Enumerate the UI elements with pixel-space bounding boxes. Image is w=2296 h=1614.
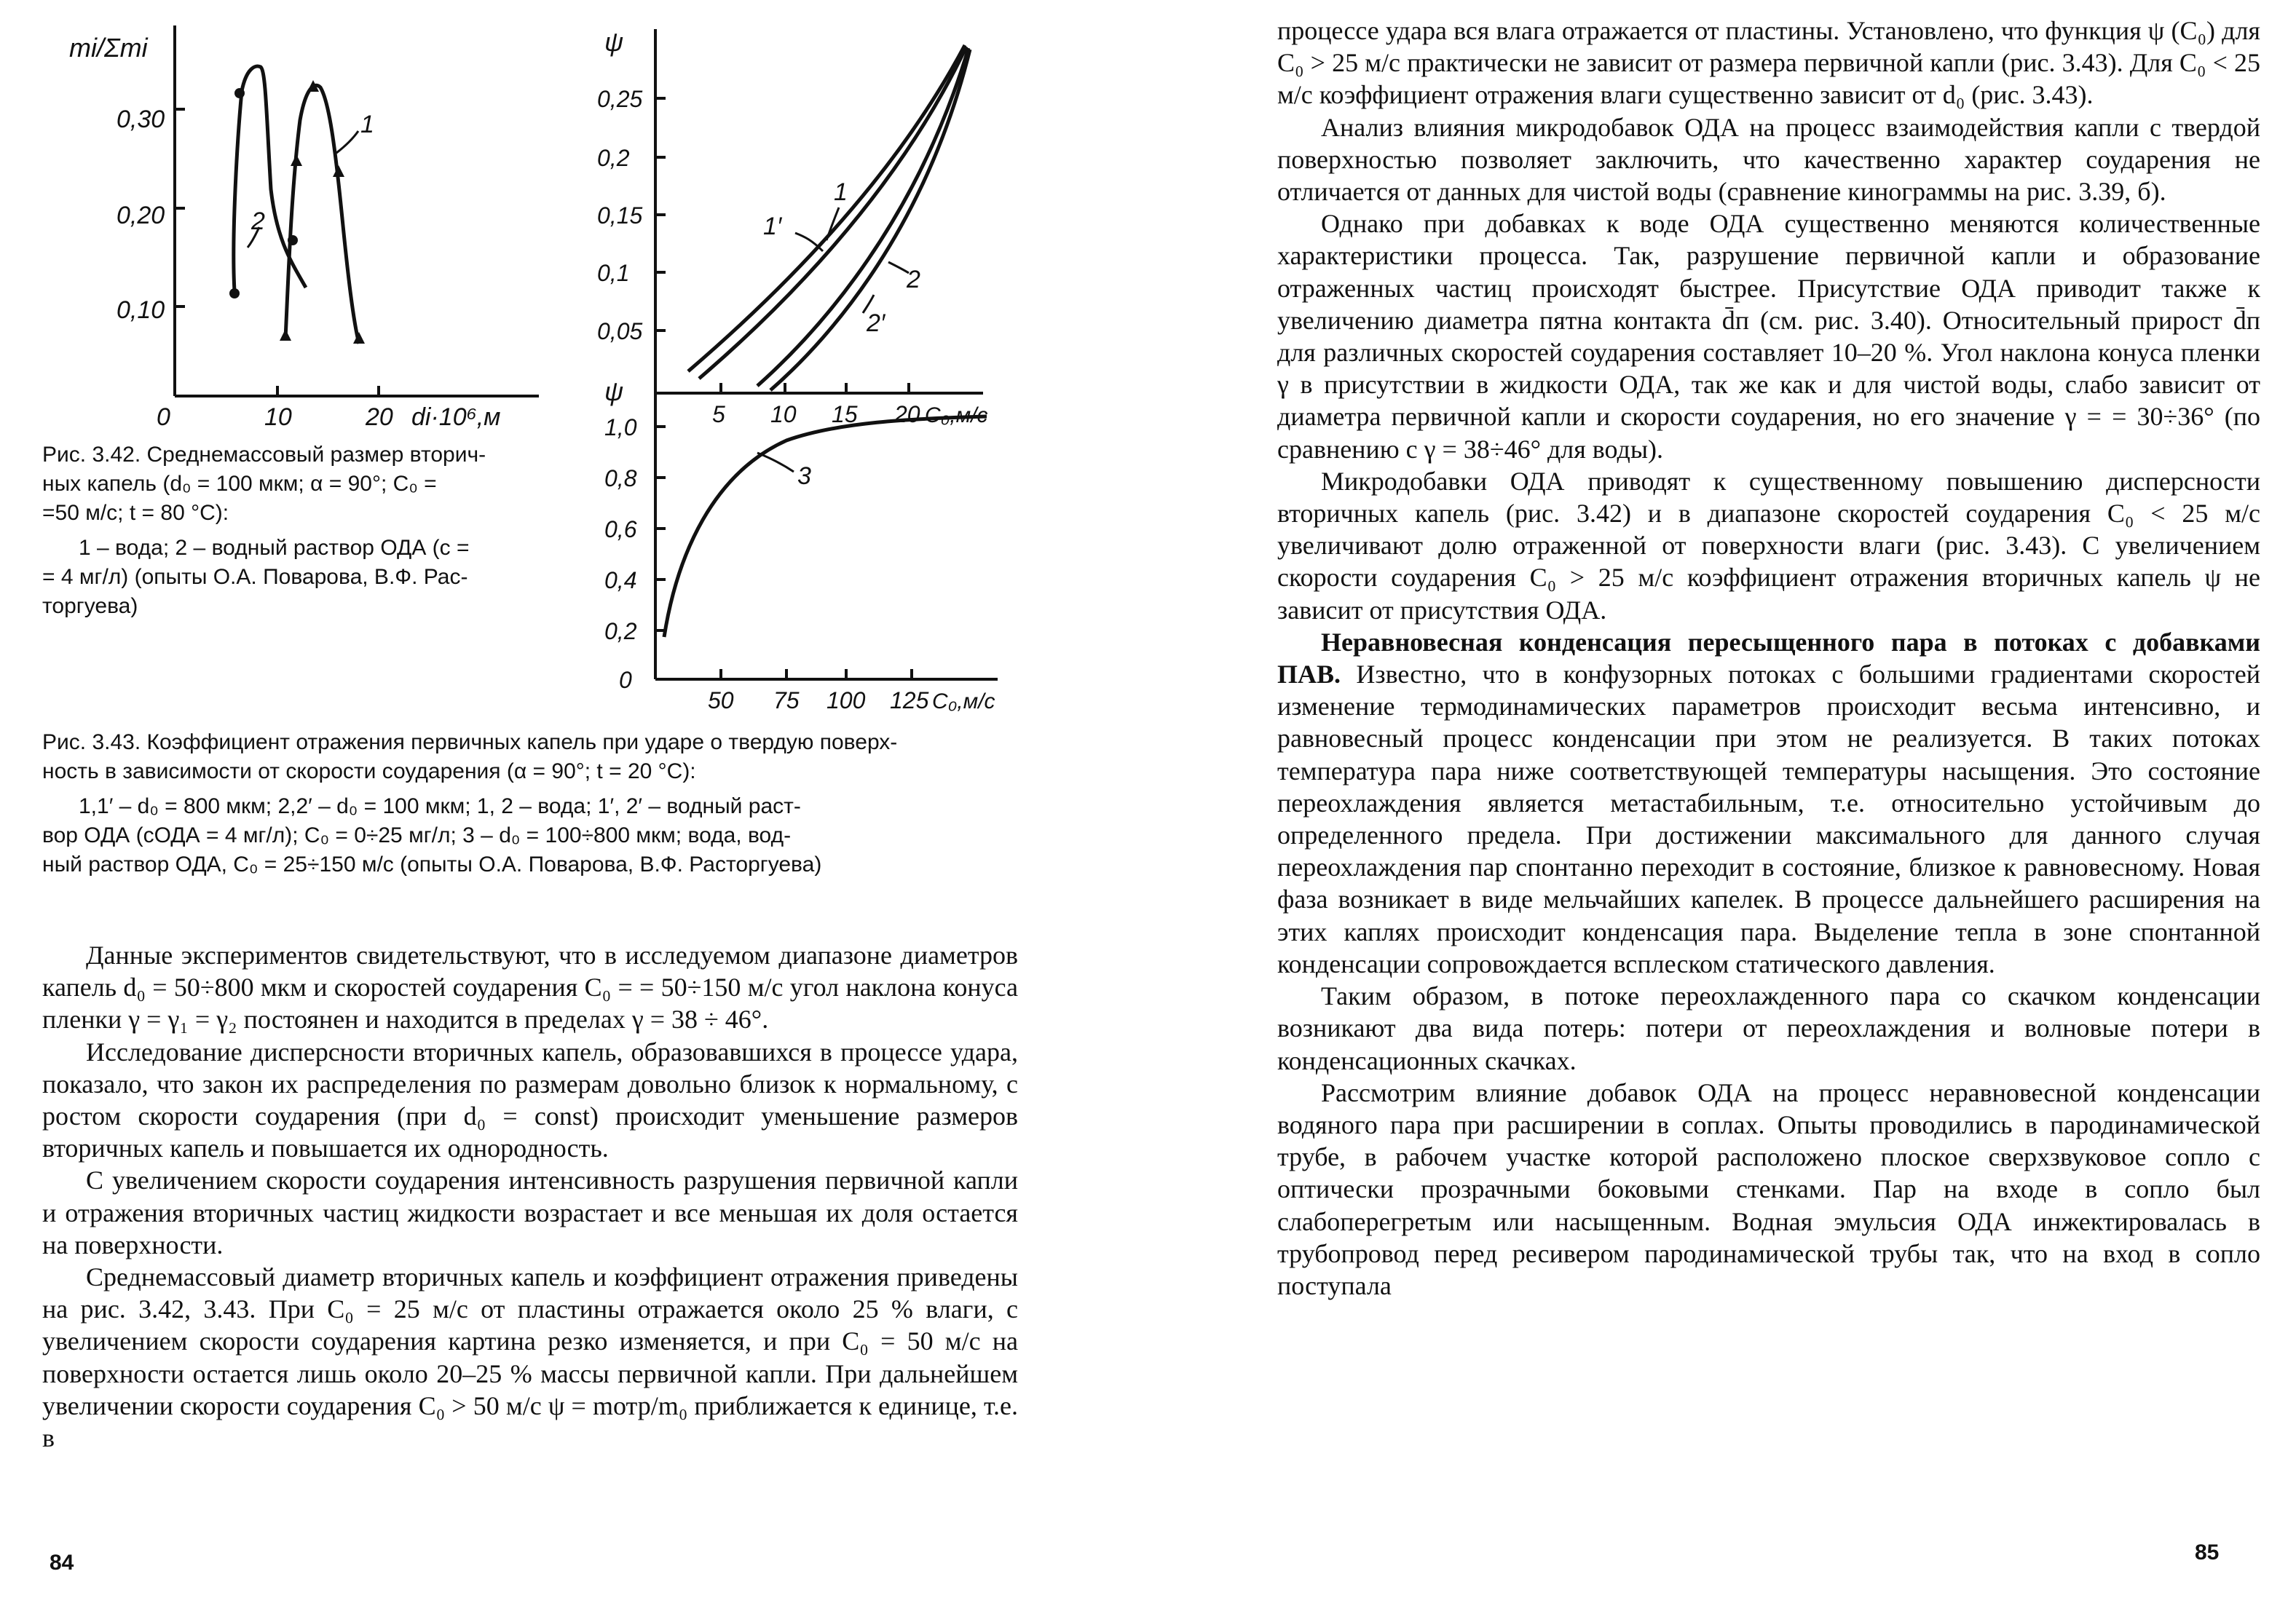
- fig-3-43-curve-label: 2′: [867, 309, 885, 337]
- fig-3-42-curve-label: 2: [251, 207, 265, 235]
- fig-3-42-curve-label: 1: [360, 111, 374, 138]
- fig-3-43-bottom-y-tick: 1,0: [604, 414, 637, 440]
- fig-3-43-top-y-title: ψ: [604, 27, 624, 57]
- fig-3-43-curve-label: 1: [834, 178, 848, 206]
- paragraph: Микродобавки ОДА приводят к существенному повышению дисперсности вторичных капель (рис. 3.42) и в диапазоне скоростей соударения C₀ < 25 м/с увеличивают долю отраженной от поверхности влаги (рис. 3.43). С увеличением скорости соударения C₀ > 25 м/с коэффициент отражения вторичных капель ψ не зависит от присутствия ОДА.: [1277, 466, 2260, 625]
- fig-3-43-curve-label: 3: [797, 462, 811, 490]
- fig-3-43-curve-1: [688, 45, 965, 371]
- paragraph: [1277, 626, 2260, 980]
- fig-3-42-y-title: mi/Σmi: [69, 33, 148, 63]
- page-number: 85: [2195, 1540, 2220, 1564]
- caption-line: ных капель (d₀ = 100 мкм; α = 90°; C₀ =: [42, 472, 437, 496]
- fig-3-43-bottom-x-tick: 100: [827, 687, 866, 713]
- caption-line: ность в зависимости от скорости соударения (α = 90°; t = 20 °C):: [42, 759, 696, 783]
- fig-3-43-top-x-tick: 10: [770, 401, 797, 427]
- fig-3-43-bottom-y-title: ψ: [604, 376, 624, 406]
- caption-line: Рис. 3.42. Среднемассовый размер вторич-: [42, 443, 486, 467]
- figure-3-42: [0, 0, 583, 437]
- fig-3-43-top-y-tick: 0,05: [597, 318, 643, 344]
- page-number: 84: [50, 1551, 74, 1575]
- caption-line: 1 – вода; 2 – водный раствор ОДА (c =: [79, 536, 470, 560]
- caption-fig-3-43: [42, 728, 1018, 879]
- paragraph: Однако при добавках к воде ОДА существенно меняются количественные характеристики процесса. Так, разрушение первичной капли и образование отраженных частиц происходят быстрее. Присутствие ОДА приводит также к увеличению диаметра пятна контакта d̄п (см. рис. 3.40). Относительный прирост d̄п для различных скоростей соударения составляет 10–20 %. Угол наклона конуса пленки γ в присутствии в жидкости ОДА, так же как и для чистой воды, слабо зависит от диаметра первичной капли и скорости соударения, но его значение γ = = 30÷36° (по сравнению с γ = 38÷46° для воды).: [1277, 209, 2260, 464]
- fig-3-43-bottom-y-tick: 0,8: [604, 465, 637, 491]
- fig-3-43-curve-label: 2: [907, 266, 920, 293]
- fig-3-43-top-y-tick: 0,25: [597, 86, 643, 112]
- section-text: Известно, что в конфузорных потоках с большими градиентами скоростей изменение термодинамических параметров происходит весьма интенсивно, и равновесный процесс конденсации при этом не реализуется. В таких потоках температура пара ниже соответствующей температуры насыщения. Это состояние переохлаждения является метастабильным, т.е. относительно устойчивым до определенного предела. При достижении максимального для данного случая переохлаждения пар спонтанно переходит в состояние, близкое к равновесному. Новая фаза возникает в виде мельчайших капелек. В процессе дальнейшего расширения на этих каплях происходит конденсация пара. Выделение тепла в зоне спонтанной конденсации сопровождается всплеском статического давления.: [1277, 660, 2260, 978]
- fig-3-42-point: [229, 288, 240, 298]
- fig-3-43-bottom-y-tick: 0,4: [604, 567, 637, 593]
- fig-3-42-y-tick: 0,20: [117, 202, 165, 229]
- caption-fig-3-42: [42, 440, 581, 621]
- paragraph: С увеличением скорости соударения интенсивность разрушения первичной капли и отражения вторичных частиц жидкости возрастает и все меньшая их доля остается на поверхности.: [42, 1166, 1018, 1259]
- fig-3-42-point: [280, 329, 291, 341]
- fig-3-42-y-tick: 0,10: [117, 296, 165, 324]
- fig-3-43-top-y-tick: 0,2: [597, 145, 630, 171]
- figure-3-43: [575, 0, 1012, 713]
- fig-3-42-x-tick: 20: [366, 403, 393, 431]
- fig-3-43-bottom-x-title: C₀,м/с: [932, 689, 995, 713]
- paragraph: процессе удара вся влага отражается от пластины. Установлено, что функция ψ (C₀) для C₀ > 25 м/с практически не зависит от размера первичной капли (рис. 3.43). Для C₀ < 25 м/с коэффициент отражения влаги существенно зависит от d₀ (рис. 3.43).: [1277, 16, 2260, 110]
- fig-3-43-top-x-tick: 20: [894, 401, 920, 427]
- paragraph: Рассмотрим влияние добавок ОДА на процесс неравновесной конденсации водяного пара при расширении в соплах. Опыты проводились в пародинамической трубе, в рабочем участке которой расположено плоское сверхзвуковое сопло с оптически прозрачными боковыми стенками. Пар на входе в сопло был слабоперегретым или насыщенным. Водная эмульсия ОДА инжектировалась в трубопровод перед ресивером пародинамической трубы так, что на вход в сопло поступала: [1277, 1077, 2260, 1300]
- caption-line: ный раствор ОДА, C₀ = 25÷150 м/с (опыты О.А. Поварова, В.Ф. Расторгуева): [42, 853, 822, 877]
- fig-3-43-bottom-x-tick: 125: [890, 687, 929, 713]
- fig-3-43-top-x-title: C₀,м/с: [925, 403, 988, 427]
- caption-line: вор ОДА (cОДА = 4 мг/л); C₀ = 0÷25 мг/л; 3 – d₀ = 100÷800 мкм; вода, вод-: [42, 823, 792, 847]
- paragraph: Исследование дисперсности вторичных капель, образовавшихся в процессе удара, показало, что закон их распределения по размерам довольно близок к нормальному, с ростом скорости соударения (при d₀ = const) происходит уменьшение размеров вторичных капель и повышается их однородность.: [42, 1037, 1018, 1163]
- section-heading: Неравновесная конденсация пересыщенного пара в потоках с добавками ПАВ.: [1277, 627, 2260, 689]
- fig-3-42-point: [234, 88, 245, 98]
- paragraph: Анализ влияния микродобавок ОДА на процесс взаимодействия капли с твердой поверхностью позволяет заключить, что качественно характер соударения не отличается от данных для чистой воды (сравнение кинограммы на рис. 3.39, б).: [1277, 112, 2260, 207]
- paragraph: Данные экспериментов свидетельствуют, что в исследуемом диапазоне диаметров капель d₀ = 50÷800 мкм и скоростей соударения C₀ = = 50÷150 м/с угол наклона конуса пленки γ = γ₁ = γ₂ постоянен и находится в пределах γ = 38 ÷ 46°.: [42, 941, 1018, 1035]
- fig-3-43-top-x-tick: 15: [832, 401, 858, 427]
- caption-line: = 4 мг/л) (опыты О.А. Поварова, В.Ф. Рас-: [42, 565, 468, 589]
- paragraph: Среднемассовый диаметр вторичных капель и коэффициент отражения приведены на рис. 3.42, 3.43. При C₀ = 25 м/с от пластины отражается около 25 % влаги, с увеличением скорости соударения картина резко изменяется, и при C₀ = 50 м/с на поверхности остается лишь около 20–25 % массы первичной капли. При дальнейшем увеличении скорости соударения C₀ > 50 м/с ψ = mотр/m₀ приближается к единице, т.е. в: [42, 1262, 1018, 1453]
- fig-3-43-top-y-tick: 0,1: [597, 260, 630, 286]
- fig-3-43-curve-label: 1′: [763, 213, 782, 240]
- fig-3-43-top-y-tick: 0,15: [597, 202, 643, 229]
- fig-3-43-bottom-y-tick: 0: [619, 667, 632, 693]
- fig-3-42-point: [353, 332, 365, 344]
- fig-3-42-curve-1: [285, 85, 359, 344]
- fig-3-42-x-tick: 10: [264, 403, 292, 431]
- left-body-text: [42, 939, 1018, 1454]
- fig-3-43-curve-3: [664, 416, 987, 637]
- fig-3-42-point: [291, 154, 302, 166]
- right-page: [1148, 0, 2296, 1614]
- fig-3-43-top-x-tick: 5: [712, 401, 725, 427]
- fig-3-43-bottom-y-tick: 0,2: [604, 618, 637, 644]
- fig-3-43-curve-2: [757, 48, 968, 386]
- fig-3-42-point: [333, 165, 344, 177]
- caption-line: =50 м/с; t = 80 °C):: [42, 501, 229, 525]
- fig-3-43-bottom-x-tick: 75: [773, 687, 800, 713]
- fig-3-42-x-title: di·10⁶,м: [411, 403, 501, 431]
- caption-line: торгуева): [42, 594, 138, 618]
- fig-3-43-bottom-y-tick: 0,6: [604, 516, 637, 542]
- paragraph: Таким образом, в потоке переохлажденного пара со скачком конденсации возникают два вида потерь: потери от переохлаждения и волновые потери в конденсационных скачках.: [1277, 981, 2260, 1075]
- right-body-text: [1277, 15, 2260, 1302]
- fig-3-43-bottom-x-tick: 50: [708, 687, 734, 713]
- fig-3-42-origin-label: 0: [157, 403, 170, 431]
- caption-line: Рис. 3.43. Коэффициент отражения первичных капель при ударе о твердую поверх-: [42, 730, 898, 754]
- caption-line: 1,1′ – d₀ = 800 мкм; 2,2′ – d₀ = 100 мкм; 1, 2 – вода; 1′, 2′ – водный раст-: [79, 794, 801, 818]
- fig-3-42-y-tick: 0,30: [117, 106, 165, 133]
